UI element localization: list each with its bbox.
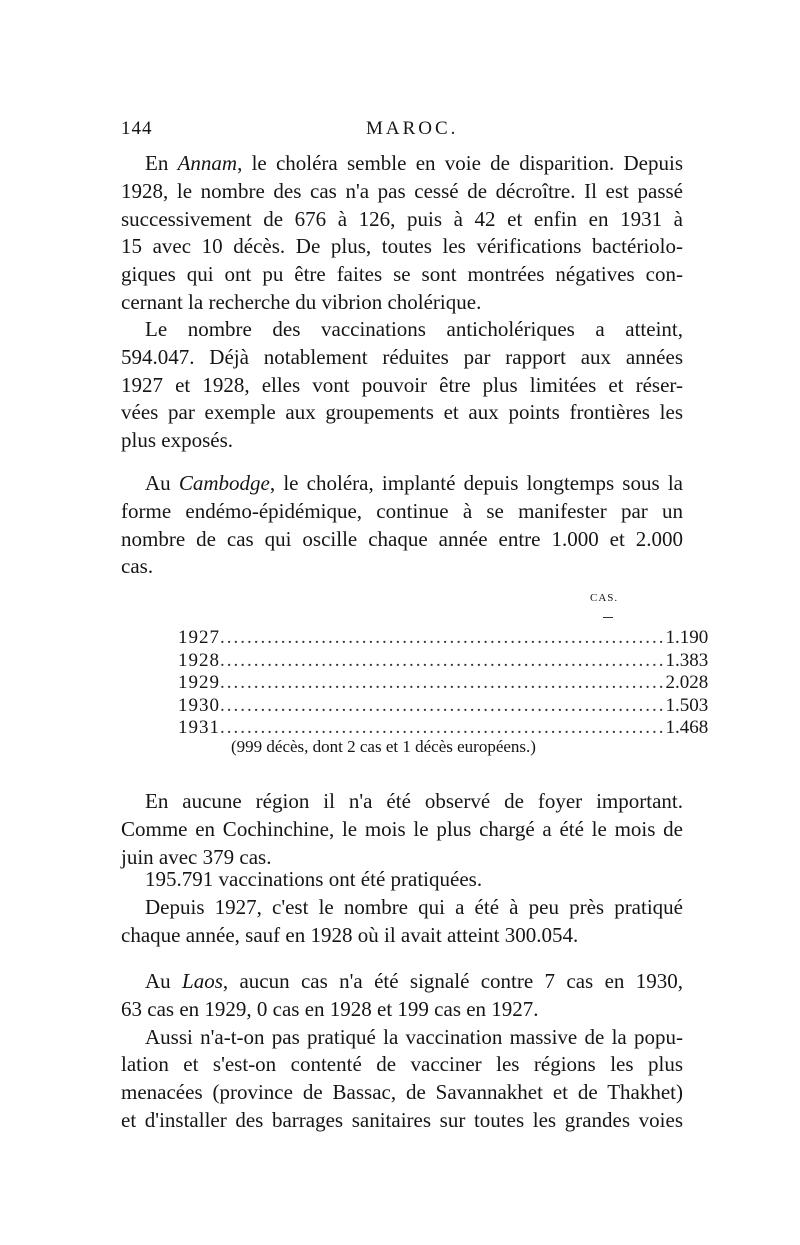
text-line: et d'installer des barrages sanitaires sur toutes les grandes voies xyxy=(121,1107,683,1132)
text-line: En aucune région il n'a été observé de foyer important. xyxy=(145,789,683,813)
table-row xyxy=(178,649,709,673)
cases-column-header: CAS. xyxy=(590,592,619,604)
leader-dots: .................................................................. xyxy=(220,627,666,648)
text-line: 1927 et 1928, elles vont pouvoir être plus limitées et réser- xyxy=(121,372,683,397)
text-line: Aussi n'a-t-on pas pratiqué la vaccination massive de la popu- xyxy=(145,1024,683,1049)
leader-dots: .................................................................. xyxy=(220,649,666,671)
leader-dots: .................................................................. xyxy=(220,717,666,738)
paragraph-vaccinations xyxy=(121,316,683,455)
year-cell: 1927 xyxy=(178,627,220,648)
page-number: 144 xyxy=(121,118,153,139)
year-cell: 1928 xyxy=(178,649,220,671)
text-line: lation et s'est-on contenté de vacciner les régions les plus xyxy=(121,1052,683,1077)
text-line: 1928, le nombre des cas n'a pas cessé de décroître. Il est passé xyxy=(121,178,683,203)
text-line: giques qui ont pu être faites se sont montrées négatives con- xyxy=(121,262,683,287)
cases-cell: 1.383 xyxy=(665,649,709,671)
running-title: MAROC. xyxy=(366,118,459,139)
place-name: Annam xyxy=(177,151,238,175)
cases-cell: 1.503 xyxy=(665,694,709,716)
text-line: plus exposés. xyxy=(121,428,233,453)
text-line: juin avec 379 cas. xyxy=(121,844,272,869)
text-line: 195.791 vaccinations ont été pratiquées. xyxy=(145,867,483,891)
year-cell: 1930 xyxy=(178,694,220,716)
year-cell: 1929 xyxy=(178,672,220,693)
leader-dots: .................................................................. xyxy=(220,672,666,693)
table-row xyxy=(178,672,709,695)
text-line: En Annam, le choléra semble en voie de disparition. Depuis xyxy=(145,151,684,175)
paragraph-annam xyxy=(121,150,683,317)
text-line: successivement de 676 à 126, puis à 42 et enfin en 1931 à xyxy=(121,206,683,231)
paragraph-vacc-count xyxy=(121,866,683,949)
text-line: vées par exemple aux groupements et aux points frontières les xyxy=(121,400,683,425)
text-line: chaque année, sauf en 1928 où il avait atteint 300.054. xyxy=(121,922,579,947)
paragraph-laos xyxy=(121,968,683,1135)
text-line: Au Laos, aucun cas n'a été signalé contre 7 cas en 1930, xyxy=(145,969,683,993)
text-line: menacées (province de Bassac, de Savannakhet et de Thakhet) xyxy=(121,1080,683,1105)
text-line: nombre de cas qui oscille chaque année entre 1.000 et 2.000 xyxy=(121,526,683,551)
cases-table xyxy=(178,627,709,740)
column-header-dash xyxy=(603,617,613,618)
paragraph-cambodge xyxy=(121,470,683,581)
paragraph-region xyxy=(121,788,683,871)
leader-dots: .................................................................. xyxy=(220,694,666,716)
text-line: 594.047. Déjà notablement réduites par rapport aux années xyxy=(121,344,683,369)
cases-cell: 1.190 xyxy=(665,627,709,648)
year-cell: 1931 xyxy=(178,717,220,738)
text-line: Au Cambodge, le choléra, implanté depuis longtemps sous la xyxy=(145,471,684,495)
text-line: forme endémo-épidémique, continue à se manifester par un xyxy=(121,498,683,523)
table-row xyxy=(178,627,709,650)
text-line: Depuis 1927, c'est le nombre qui a été à peu près pratiqué xyxy=(145,894,683,919)
text-line: cernant la recherche du vibrion cholérique. xyxy=(121,289,482,314)
place-name: Laos xyxy=(182,969,223,993)
text-line: 63 cas en 1929, 0 cas en 1928 et 199 cas en 1927. xyxy=(121,996,539,1021)
text-line: 15 avec 10 décès. De plus, toutes les vérifications bactériolo- xyxy=(121,234,683,259)
text-line: Comme en Cochinchine, le mois le plus chargé a été le mois de xyxy=(121,816,683,841)
table-row xyxy=(178,694,709,718)
place-name: Cambodge xyxy=(178,471,270,495)
cases-cell: 2.028 xyxy=(665,672,709,693)
table-note: (999 décès, dont 2 cas et 1 décès européens.) xyxy=(231,737,536,756)
text-line: cas. xyxy=(121,554,154,579)
text-line: Le nombre des vaccinations anticholériques a atteint, xyxy=(145,317,683,341)
cases-cell: 1.468 xyxy=(665,717,709,738)
